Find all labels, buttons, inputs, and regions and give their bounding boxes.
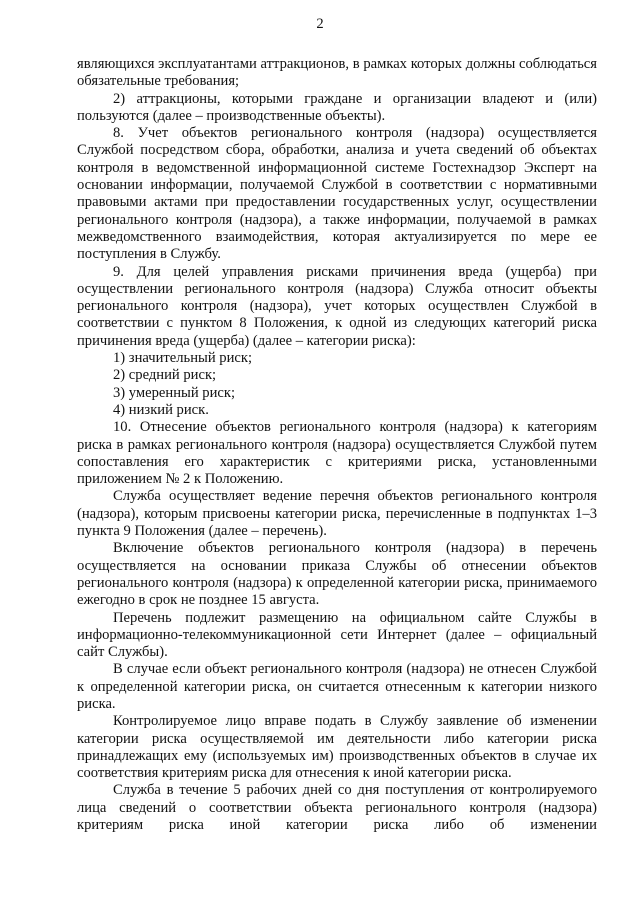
paragraph-item-2: 2) аттракционы, которыми граждане и организации владеют и (или) пользуются (далее – производственные объекты). xyxy=(77,90,597,124)
paragraph-low-risk-default: В случае если объект регионального контроля (надзора) не отнесен Службой к определенной категории риска, он считается отнесенным к категории низкого риска. xyxy=(77,661,597,712)
paragraph-list-inclusion: Включение объектов регионального контроля (надзора) в перечень осуществляется на основании приказа Службы об отнесении объектов регионального контроля (надзора) к определенной категории риска, принимаемого ежегодно в срок не позднее 15 августа. xyxy=(77,540,597,609)
paragraph-list-publication: Перечень подлежит размещению на официальном сайте Службы в информационно-телекоммуникационной сети Интернет (далее – официальный сайт Службы). xyxy=(77,609,597,661)
risk-list-item: 4) низкий риск. xyxy=(113,401,209,418)
paragraph-8: 8. Учет объектов регионального контроля (надзора) осуществляется Службой посредством сбора, обработки, анализа и учета сведений об объектах контроля в ведомственной информационной системе Гостехнадзор Эксперт на основании информации, получаемой Службой в соответствии с нормативными правовыми актами при предоставлении государственных услуг, осуществлении регионального контроля (надзора), а также информации, получаемой в рамках межведомственного взаимодействия, которая актуализируется по мере ее поступления в Службу. xyxy=(77,125,597,263)
paragraph-9: 9. Для целей управления рисками причинения вреда (ущерба) при осуществлении регионального контроля (надзора) Служба относит объекты регионального контроля (надзора), учет которых осуществлен Службой в соответствии с пунктом 8 Положения, к одной из следующих категорий риска причинения вреда (ущерба) (далее – категории риска): xyxy=(77,263,597,349)
paragraph-continuation: являющихся эксплуатантами аттракционов, в рамках которых должны соблюдаться обязательные требования; xyxy=(77,56,597,90)
page-number: 2 xyxy=(316,16,324,32)
paragraph-review-period: Служба в течение 5 рабочих дней со дня поступления от контролируемого лица сведений о соответствии объекта регионального контроля (надзора) критериям риска иной категории риска либо об изменении xyxy=(77,782,597,834)
document-body xyxy=(77,56,597,834)
paragraph-list-maintenance: Служба осуществляет ведение перечня объектов регионального контроля (надзора), которым присвоены категории риска, перечисленные в подпунктах 1–3 пункта 9 Положения (далее – перечень). xyxy=(77,488,597,540)
paragraph-10: 10. Отнесение объектов регионального контроля (надзора) к категориям риска в рамках регионального контроля (надзора) осуществляется Службой путем сопоставления его характеристик с критериями риска, установленными приложением № 2 к Положению. xyxy=(77,419,597,488)
risk-list-item: 1) значительный риск; xyxy=(113,350,253,367)
risk-list-item: 3) умеренный риск; xyxy=(113,384,236,401)
paragraph-change-request: Контролируемое лицо вправе подать в Службу заявление об изменении категории риска осуществляемой им деятельности либо категории риска принадлежащих ему (используемых им) производственных объектов в случае их соответствия критериям риска для отнесения к иной категории риска. xyxy=(77,713,597,782)
risk-list-item: 2) средний риск; xyxy=(113,367,217,384)
